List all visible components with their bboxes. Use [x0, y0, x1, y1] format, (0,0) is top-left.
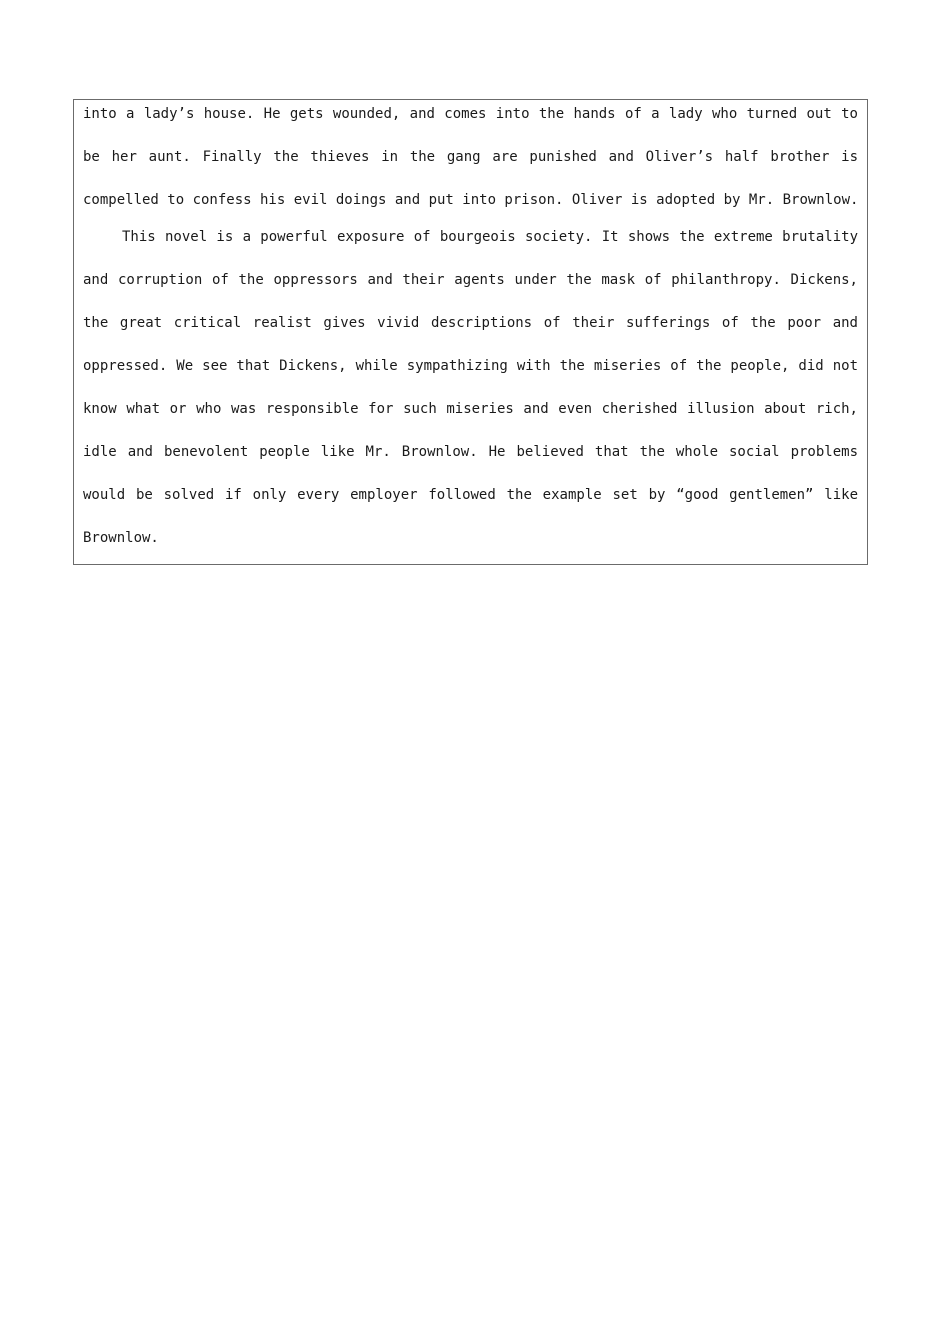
- paragraph-2-line: This novel is a powerful exposure of bourgeois society. It shows the extreme brutality: [122, 229, 858, 245]
- text-box: [73, 99, 868, 565]
- paragraph-2-line: Brownlow.: [83, 530, 159, 546]
- paragraph-2-line: idle and benevolent people like Mr. Brownlow. He believed that the whole social problems: [83, 444, 858, 460]
- paragraph-2-line: the great critical realist gives vivid descriptions of their sufferings of the poor and: [83, 315, 858, 331]
- paragraph-2-line: and corruption of the oppressors and their agents under the mask of philanthropy. Dickens,: [83, 272, 858, 288]
- paragraph-2-line: know what or who was responsible for such miseries and even cherished illusion about rich,: [83, 401, 858, 417]
- paragraph-2-line: would be solved if only every employer followed the example set by “good gentlemen” like: [83, 487, 858, 503]
- paragraph-1-line: into a lady’s house. He gets wounded, and comes into the hands of a lady who turned out to: [83, 106, 858, 122]
- paragraph-1-line: compelled to confess his evil doings and put into prison. Oliver is adopted by Mr. Brownlow.: [83, 192, 859, 208]
- paragraph-2-line: oppressed. We see that Dickens, while sympathizing with the miseries of the people, did not: [83, 358, 858, 374]
- paragraph-1-line: be her aunt. Finally the thieves in the gang are punished and Oliver’s half brother is: [83, 149, 858, 165]
